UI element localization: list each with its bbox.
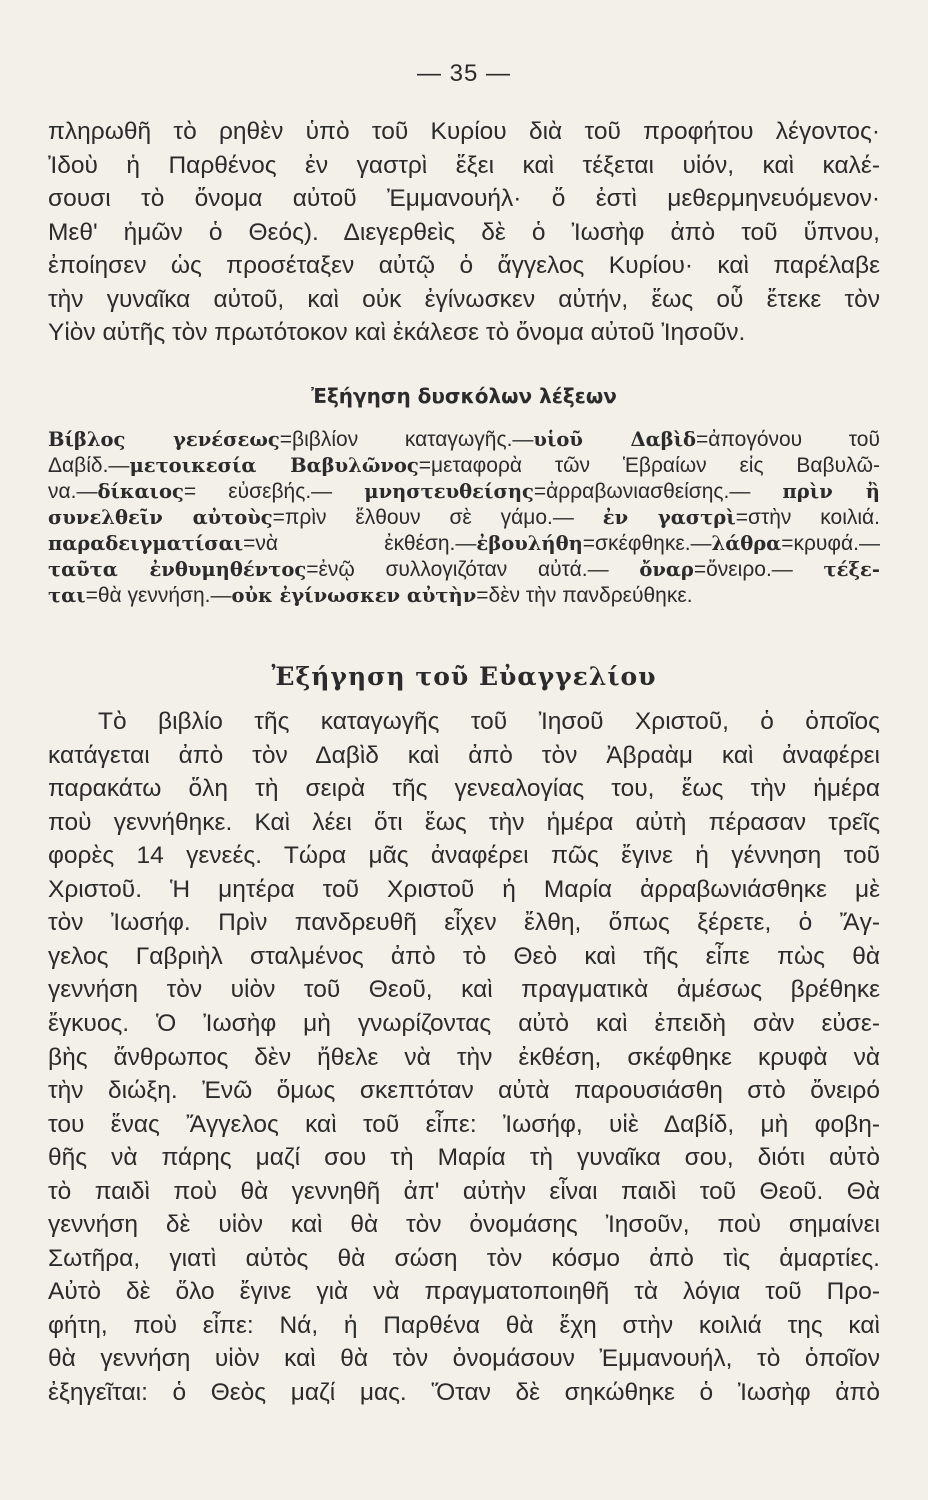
glossary-definition: =σκέφθηκε.— [582, 532, 712, 555]
glossary-definition: =ἀρραβωνιασθείσης.— [533, 480, 783, 503]
commentary-line: θῆς νὰ πάρης μαζί σου τὴ Μαρία τὴ γυναῖκα σου, διότι αὐτὸ [48, 1144, 880, 1172]
glossary-definition: =βιβλίον καταγωγῆς.— [279, 428, 534, 451]
commentary-line: τὴν διώξη. Ἐνῶ ὅμως σκεπτόταν αὐτὰ παρουσιάσθη στὸ ὄνειρό [48, 1077, 880, 1105]
glossary-definition: Δαβίδ.— [48, 454, 130, 477]
gospel-line: σουσι τὸ ὄνομα αὐτοῦ Ἐμμανουήλ· ὅ ἐστὶ μεθερμηνευόμενον· [48, 185, 880, 212]
commentary-line: ἔγκυος. Ὁ Ἰωσὴφ μὴ γνωρίζοντας αὐτὸ καὶ ἐπειδὴ σὰν εὐσε- [48, 1009, 880, 1037]
gospel-line: ἐποίησεν ὡς προσέταξεν αὐτῷ ὁ ἄγγελος Κυρίου· καὶ παρέλαβε [48, 252, 880, 279]
glossary-definition: = εὐσεβής.— [183, 480, 365, 503]
glossary-definition: να.— [48, 480, 98, 503]
commentary-line: Χριστοῦ. Ἡ μητέρα τοῦ Χριστοῦ ἡ Μαρία ἀρραβωνιάσθηκε μὲ [48, 875, 880, 903]
commentary-line: θὰ γεννήση υἱὸν καὶ θὰ τὸν ὀνομάσουν Ἐμμανουήλ, τὸ ὁποῖον [48, 1345, 880, 1373]
gospel-line: Ἰδοὺ ἡ Παρθένος ἐν γαστρὶ ἕξει καὶ τέξεται υἱόν, καὶ καλέ- [48, 151, 880, 179]
glossary-definition: =κρυφά.— [781, 532, 880, 555]
glossary-definition: =στὴν κοιλιά. [735, 506, 880, 529]
glossary-term: δίκαιος [97, 480, 184, 503]
glossary-term: οὐκ ἐγίνωσκεν αὐτὴν [231, 584, 477, 607]
gospel-line: τὴν γυναῖκα αὐτοῦ, καὶ οὐκ ἐγίνωσκεν αὐτήν, ἕως οὗ ἔτεκε τὸν [48, 285, 880, 313]
glossary-term: παραδειγματίσαι [48, 532, 244, 555]
glossary-definition: =πρὶν ἔλθουν σὲ γάμο.— [272, 506, 603, 529]
commentary-line: βὴς ἄνθρωπος δὲν ἤθελε νὰ τὴν ἐκθέση, σκέφθηκε κρυφὰ νὰ [48, 1043, 880, 1071]
commentary-line: Τὸ βιβλίο τῆς καταγωγῆς τοῦ Ἰησοῦ Χριστοῦ, ὁ ὁποῖος [98, 708, 880, 735]
commentary-line: ποὺ γεννήθηκε. Καὶ λέει ὅτι ἕως τὴν ἡμέρα αὐτὴ πέρασαν τρεῖς [48, 808, 880, 836]
page-number: — 35 — [416, 60, 512, 87]
glossary-title: Ἐξήγηση δυσκόλων λέξεων [311, 384, 617, 408]
glossary-line [48, 584, 880, 608]
glossary-definition: =ὄνειρο.— [693, 558, 824, 581]
commentary-line: Αὐτὸ δὲ ὅλο ἔγινε γιὰ νὰ πραγματοποιηθῆ τὰ λόγια τοῦ Προ- [48, 1278, 880, 1306]
gospel-line: πληρωθῆ τὸ ρηθὲν ὑπὸ τοῦ Κυρίου διὰ τοῦ προφήτου λέγοντος· [48, 118, 880, 145]
glossary-definition: =νὰ ἐκθέση.— [243, 532, 477, 555]
glossary-term: ὄναρ [639, 558, 694, 581]
commentary-line: γεννήση τὸν υἱὸν τοῦ Θεοῦ, καὶ πραγματικὰ ἀμέσως βρέθηκε [48, 976, 880, 1004]
commentary-line: του ἕνας Ἄγγελος καὶ τοῦ εἶπε: Ἰωσήφ, υἱὲ Δαβίδ, μὴ φοβη- [48, 1110, 880, 1138]
gospel-line: Υἱὸν αὐτῆς τὸν πρωτότοκον καὶ ἐκάλεσε τὸ ὄνομα αὐτοῦ Ἰησοῦν. [48, 319, 746, 346]
glossary-term: μετοικεσία Βαβυλῶνος [129, 454, 419, 477]
glossary-term: συνελθεῖν αὐτοὺς [48, 506, 273, 529]
glossary-definition: =ἐνῷ συλλογιζόταν αὐτά.— [306, 558, 640, 581]
glossary-term: Βίβλος γενέσεως [48, 428, 280, 451]
glossary-definition: =θὰ γεννήση.— [85, 584, 232, 607]
commentary-line: τὸν Ἰωσήφ. Πρὶν πανδρευθῆ εἶχεν ἔλθη, ὅπως ξέρετε, ὁ Ἄγ- [48, 909, 880, 937]
commentary-line: τὸ παιδὶ ποὺ θὰ γεννηθῆ ἀπ' αὐτὴν εἶναι παιδὶ τοῦ Θεοῦ. Θὰ [48, 1177, 880, 1205]
commentary-line: ἐξηγεῖται: ὁ Θεὸς μαζί μας. Ὅταν δὲ σηκώθηκε ὁ Ἰωσὴφ ἀπὸ [48, 1379, 880, 1406]
glossary-term: ταῦτα ἐνθυμηθέντος [48, 558, 307, 581]
commentary-line: κατάγεται ἀπὸ τὸν Δαβὶδ καὶ ἀπὸ τὸν Ἀβραὰμ καὶ ἀναφέρει [48, 741, 880, 769]
glossary-term: μνηστευθείσης [364, 480, 534, 503]
glossary-term: πρὶν ἢ [782, 480, 880, 503]
glossary-term: ἐβουλήθη [476, 532, 583, 555]
commentary-line: φήτη, ποὺ εἶπε: Νά, ἡ Παρθένα θὰ ἔχη στὴν κοιλιά της καὶ [48, 1311, 880, 1339]
glossary-definition: =ἀπογόνου τοῦ [696, 428, 880, 451]
commentary-line: γεννήση δὲ υἱὸν καὶ θὰ τὸν ὀνομάσης Ἰησοῦν, ποὺ σημαίνει [48, 1211, 880, 1239]
glossary-line [48, 558, 880, 582]
glossary-term: τέξε- [823, 558, 880, 581]
commentary-line: παρακάτω ὅλη τὴ σειρὰ τῆς γενεαλογίας του, ἕως τὴν ἡμέρα [48, 775, 880, 803]
commentary-line: φορὲς 14 γενεές. Τώρα μᾶς ἀναφέρει πῶς ἔγινε ἡ γέννηση τοῦ [48, 842, 880, 870]
glossary-line [48, 480, 880, 504]
commentary-title: Ἐξήγηση τοῦ Εὐαγγελίου [271, 662, 657, 691]
glossary-line [48, 532, 880, 556]
glossary-definition: =δὲν τὴν πανδρεύθηκε. [476, 584, 693, 607]
glossary-line [48, 454, 880, 478]
glossary-term: ἐν γαστρὶ [602, 506, 736, 529]
commentary-line: Σωτῆρα, γιατὶ αὐτὸς θὰ σώση τὸν κόσμο ἀπὸ τὶς ἁμαρτίες. [48, 1244, 880, 1272]
glossary-line [48, 428, 880, 452]
glossary-term: ται [48, 584, 86, 607]
glossary-term: λάθρα [711, 532, 782, 555]
glossary-line [48, 506, 880, 530]
glossary-definition: =μεταφορὰ τῶν Ἑβραίων εἰς Βαβυλῶ- [418, 454, 880, 477]
glossary-term: υἱοῦ Δαβὶδ [533, 428, 697, 451]
gospel-line: Μεθ' ἡμῶν ὁ Θεός). Διεγερθεὶς δὲ ὁ Ἰωσὴφ ἀπὸ τοῦ ὕπνου, [48, 218, 880, 246]
commentary-line: γελος Γαβριὴλ σταλμένος ἀπὸ τὸ Θεὸ καὶ τῆς εἶπε πὼς θὰ [48, 942, 880, 970]
